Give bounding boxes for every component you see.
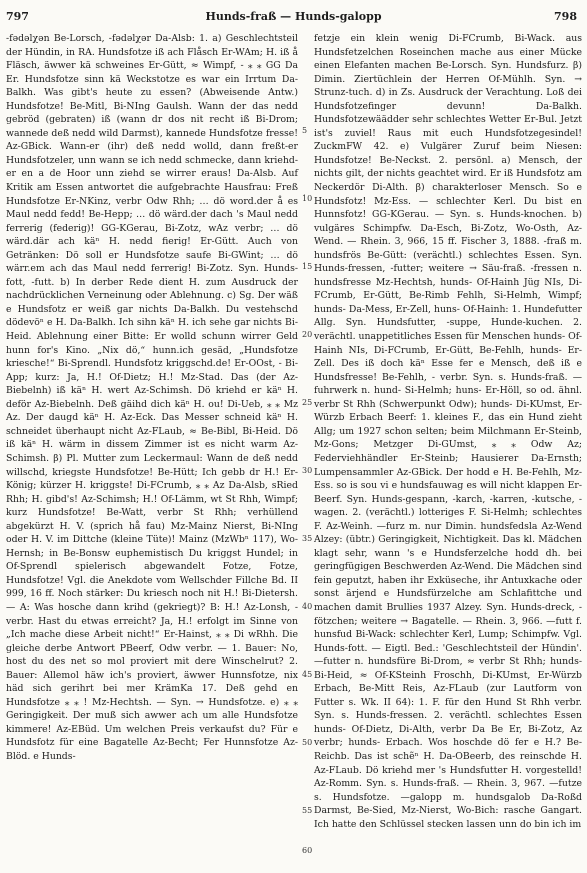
line-number: 15 xyxy=(302,262,313,271)
line-number: 60 xyxy=(302,846,313,855)
left-column-text: -fədəlχən Be-Lorsch, -fədəlχər Da-Alsb: 1. a) Geschlechtsteil der Hündin, in RA. Hundsfotze iß ach Flåsch Er-WAm; H. iß å Fläsch, äwwer kä schweines Er-Gütt, ≈ Wimpf, - ⁎ ⁎ GG Da Er. Hundsfotze sinn kä Weckstotze es war ein Irrtum Da-Balkh. Was gibt's heute zu essen? (Abweisende Antw.) Hundsfotze! Be-Mitl, Bi-NIng Gaulsh. Wann der das nedd gebröd (gebraten) iß (wann dr dos nit recht iß Bi-Drom; wannede deß nedd wild Darmst), kannede Hundsfotze fresse! Az-GBick. Wann-er (ihr) deß nedd wolld, dann freßt-er Hundsfotzeler, unn wann se ich nedd schmecke, dann kriehd-er en a de Hoor unn ziehd se wirrer eraus! Da-Alsb. Auf Kritik am Essen antwortet die aufgebrachte Hausfrau: Freß Hundsfotze Er-NKinz, verbr Odw Rhh; … dö word.der å es Maul nedd fedd! Be-Hepp; … dö wärd.der dach 's Maul nedd ferrerig (federig)! GG-KGerau, Bi-Zotz, wAz verbr; … dö wärd.där ach käⁿ H. nedd fierig! Er-Gütt. Auch von Getränken: Dö soll er Hundsfotze saufe Bi-GWint; … dö wärr.em ach das Maul nedd ferrerig! Bi-Zotz. Syn. Hunds-fott, -futt. b) In derber Rede dient H. zum Ausdruck der nachdrücklichen Verneinung oder Ablehnung. c) Sg. Der wäß e Hundsfotz er weiß gar nichts Da-Balkh. Du vestehschd dödevöⁿ e H. Da-Balkh. Ich sihn käⁿ H. ich sehe gar nichts Bi-Heid. Ablehnung einer Bitte: Er wolld schunn wirrer Geld hunn for's Kino. „Nix dö,“ hunn.ich gesäd, „Hundsfotze kriesche!“ Bi-Sprendl. Hundsfotz kriggschd.de! Er-OOst, - Bi-App; kurz: Ja, H.! Of-Dietz; H.! Mz-Stad. Das (der Az-Biebelnh) iß käⁿ H. wert Az-Schimsh. Dö kriehd er käⁿ H. deför Az-Biebelnh. Deß gäihd dich käⁿ H. ou! Di-Ueb, ⁎ ⁎ Mz Az. Der daugd käⁿ H. Az-Eck. Das Messer schneid käⁿ H. schneidet überhaupt nicht Az-FLaub, ≈ Be-Bibl, Bi-Heid. Dö iß käⁿ H. wärm in dissem Zimmer ist es nicht warm Az-Schimsh. β) Pl. Mutter zum Leckermaul: Wann de deß nedd willschd, kriegste Hundsfotze! Be-Hütt; Ich gebb dr H.! Er-König; kürzer H. kriggste! Di-FCrumb, ⁎ ⁎ Az Da-Alsb, sRied Rhh; H. gibd's! Az-Schimsh; H.! Of-Lämm, wt St Rhh, Wimpf; kurz Hundsfotze! Be-Watt, verbr St Rhh; verhüllend abgekürzt H. V. (sprich hå fau) Mz-Mainz Nierst, Bi-NIng oder H. V. im Dittche (kleine Tüte)! Mainz (MzWbⁿ 117), Wo-Hernsh; in Be-Bonsw euphemistisch Du kriggst Hundel; in Of-Sprendl spielerisch abgewandelt Fotze, Fotze, Hundsfotze! Vgl. die Anekdote vom Wellschder Fillche Bd. II 999, 16 ff. Noch stärker: Du kriesch noch nit H.! Bi-Dietersh. — A: Was hosche dann krihd (gekriegt)? B: H.! Az-Lonsh, - verbr. Hast du etwas erreicht? Ja, H.! erfolgt im Sinne von „Ich mache diese Arbeit nicht!“ Er-Hainst, ⁎ ⁎ Di wRhh. Die gleiche derbe Antwort PBeerf, Odw verbr. — 1. Bauer: No, host du des net so mol proviert mit dere Winschelrut? 2. Bauer: Allemol häw ich's proviert, äwwer Hunnsfotze, nix häd sich gerihrt bei mer KrämKa 17. Deß gehd en Hundsfotze ⁎ ⁎ ! Mz-Hechtsh. — Syn. → Hundsfotze. e) ⁎ ⁎ Geringigkeit. Der muß sich awwer ach um alle Hundsfotze kimmere! Az-EBüd. Um welchen Preis verkaufst du? Für e Hundsfotz für eine Bagatelle Az-Becht; Fer Hunnsfotze Az-Blöd. e Hunds- xyxy=(6,33,298,762)
line-number: 25 xyxy=(302,398,313,407)
line-number: 10 xyxy=(302,194,313,203)
running-title: Hunds-fraß — Hunds-galopp xyxy=(205,10,382,23)
page-number-right: 798 xyxy=(554,10,577,23)
line-number: 20 xyxy=(302,330,313,339)
page-number-left: 797 xyxy=(6,10,29,23)
line-number: 30 xyxy=(302,466,313,475)
right-column xyxy=(314,32,582,831)
line-number: 45 xyxy=(302,670,313,679)
left-column xyxy=(6,32,298,764)
right-column-text: fetzje ein klein wenig Di-FCrumb, Bi-Wack. aus Hundsfetzelchen Roseinchen mache aus einer Mücke einen Elefanten machen Be-Lorsch. Syn. Hundsfurz. β) Dimin. Ziertüchlein der Herren Of-Mühlh. Syn. → Strunz-tuch. d) in Zs. Ausdruck der Verachtung. Loß dei Hundsfotzefinger devunn! Da-Balkh. Hundsfotzewäädder sehr schlechtes Wetter Er-Bul. Jetzt ist's zuviel! Raus mit euch Hundsfotzegesindel! ZuckmFW 42. e) Vulgärer Zuruf beim Niesen: Hundsfotze! Be-Neckst. 2. persönl. a) Mensch, der nichts gilt, der nichts geachtet wird. Er iß Hundsfotz am Neckerdör Di-Alth. β) charakterloser Mensch. So e Hundsfotz! Mz-Ess. — schlechter Kerl. Du bist en Hunnsfotz! GG-KGerau. — Syn. s. Hunds-knochen. b) vulgäres Schimpfw. Da-Esch, Bi-Zotz, Wo-Osth, Az-Wend. — Rhein. 3, 966, 15 ff. Fischer 3, 1888. -fraß m. hundsfrös Be-Gütt: (verächtl.) schlechtes Essen. Syn. Hunds-fressen, -futter; weitere → Säu-fraß. -fressen n. hundsfresse Mz-Hechtsh, hunds- Of-Hainh Jüg NIs, Di-FCrumb, Er-Gütt, Be-Rimb Fehlh, Si-Helmh, Wimpf; hunds- Da-Mess, Er-Zell, huns- Of-Hainh: 1. Hundefutter Allg. Syn. Hundsfutter, -suppe, Hunde-kuchen. 2. verächtl. unappetitliches Essen für Menschen hunds- Of-Hainh NIs, Di-FCrumb, Er-Gütt, Be-Fehlh, hunds- Er-Zell. Des iß doch käⁿ Esse fer e Mensch, deß iß e Hundsfresse! Be-Fehlh, - verbr. Syn. s. Hunds-fraß. —fuhrwerk n. hund- Si-Helmh; huns- Er-Höll, so od. ähnl. verbr St Rhh (Schwerpunkt Odw); hunds- Di-KUmst, Er-Würzb Erbach Beerf: 1. kleines F., das ein Hund zieht Allg; um 1927 schon selten; beim Milchmann Er-Steinb, Mz-Gons; Metzger Di-GUmst, ⁎ ⁎ Odw Az; Federviehhändler Er-Steinb; Hausierer Da-Ernsth; Lumpensammler Az-GBick. Der hodd e H. Be-Fehlh, Mz-Ess. so is sou vi e hundsfauwag es will nicht klappen Er-Beerf. Syn. Hunds-gespann, -karch, -karren, -kutsche, -wagen. 2. (verächtl.) lotteriges F. Si-Helmh; schlechtes F. Az-Weinh. —furz m. nur Dimin. hundsfedsla Az-Wend Alzey: (übtr.) Geringigkeit, Nichtigkeit. Das kl. Mädchen klagt sehr, wann 's e Hundsferzelche hodd dh. bei geringfügigen Beschwerden Az-Wend. Die Mädchen sind fein geputzt, haben ihr Exküseche, ihr Antuxkache oder sonst ärjend e Hundsfürzelche am Schlafittche und machen damit Brullies 1937 Alzey. Syn. Hunds-dreck, -fötzchen; weitere → Bagatelle. — Rhein. 3, 966. —futt f. hunsfud Bi-Wack: schlechter Kerl, Lump; Schimpfw. Vgl. Hunds-fott. — Eigtl. Bed.: 'Geschlechtsteil der Hündin'. —futter n. hundsfüre Bi-Drom, ≈ verbr St Rhh; hunds- Bi-Heid, ≈ Of-KSteinh Froschh, Di-KUmst, Er-Würzb Erbach, Be-Mitt Reis, Az-FLaub (zur Lautform von Futter s. Wk. II 64): 1. F. für den Hund St Rhh verbr. Syn. s. Hunds-fressen. 2. verächtl. schlechtes Essen hunds- Of-Dietz, Di-Alth, verbr Da Be Er, Bi-Zotz, Az verbr; hunds- Erbach. Wos hoschde dö fer e H.? Be-Reichb. Das ist schẽⁿ H. Da-OBeerb, des reinschde H. Az-FLaub. Dö kriehd mer 's Hundsfutter H. vorgestelld! Az-Romm. Syn. s. Hunds-fraß. — Rhein. 3, 967. —futze s. Hundsfotze. —galopp m. hundsgalob Da-Roßd Darmst, Be-Sied, Mz-Nierst, Wo-Bich: rasche Gangart. Ich hatte den Schlüssel stecken lassen unn do bin ich im xyxy=(314,33,582,830)
line-number: 40 xyxy=(302,602,313,611)
line-number: 55 xyxy=(302,806,313,815)
page-header xyxy=(0,10,587,28)
line-number: 5 xyxy=(302,126,308,135)
line-number: 35 xyxy=(302,534,313,543)
line-number: 50 xyxy=(302,738,313,747)
